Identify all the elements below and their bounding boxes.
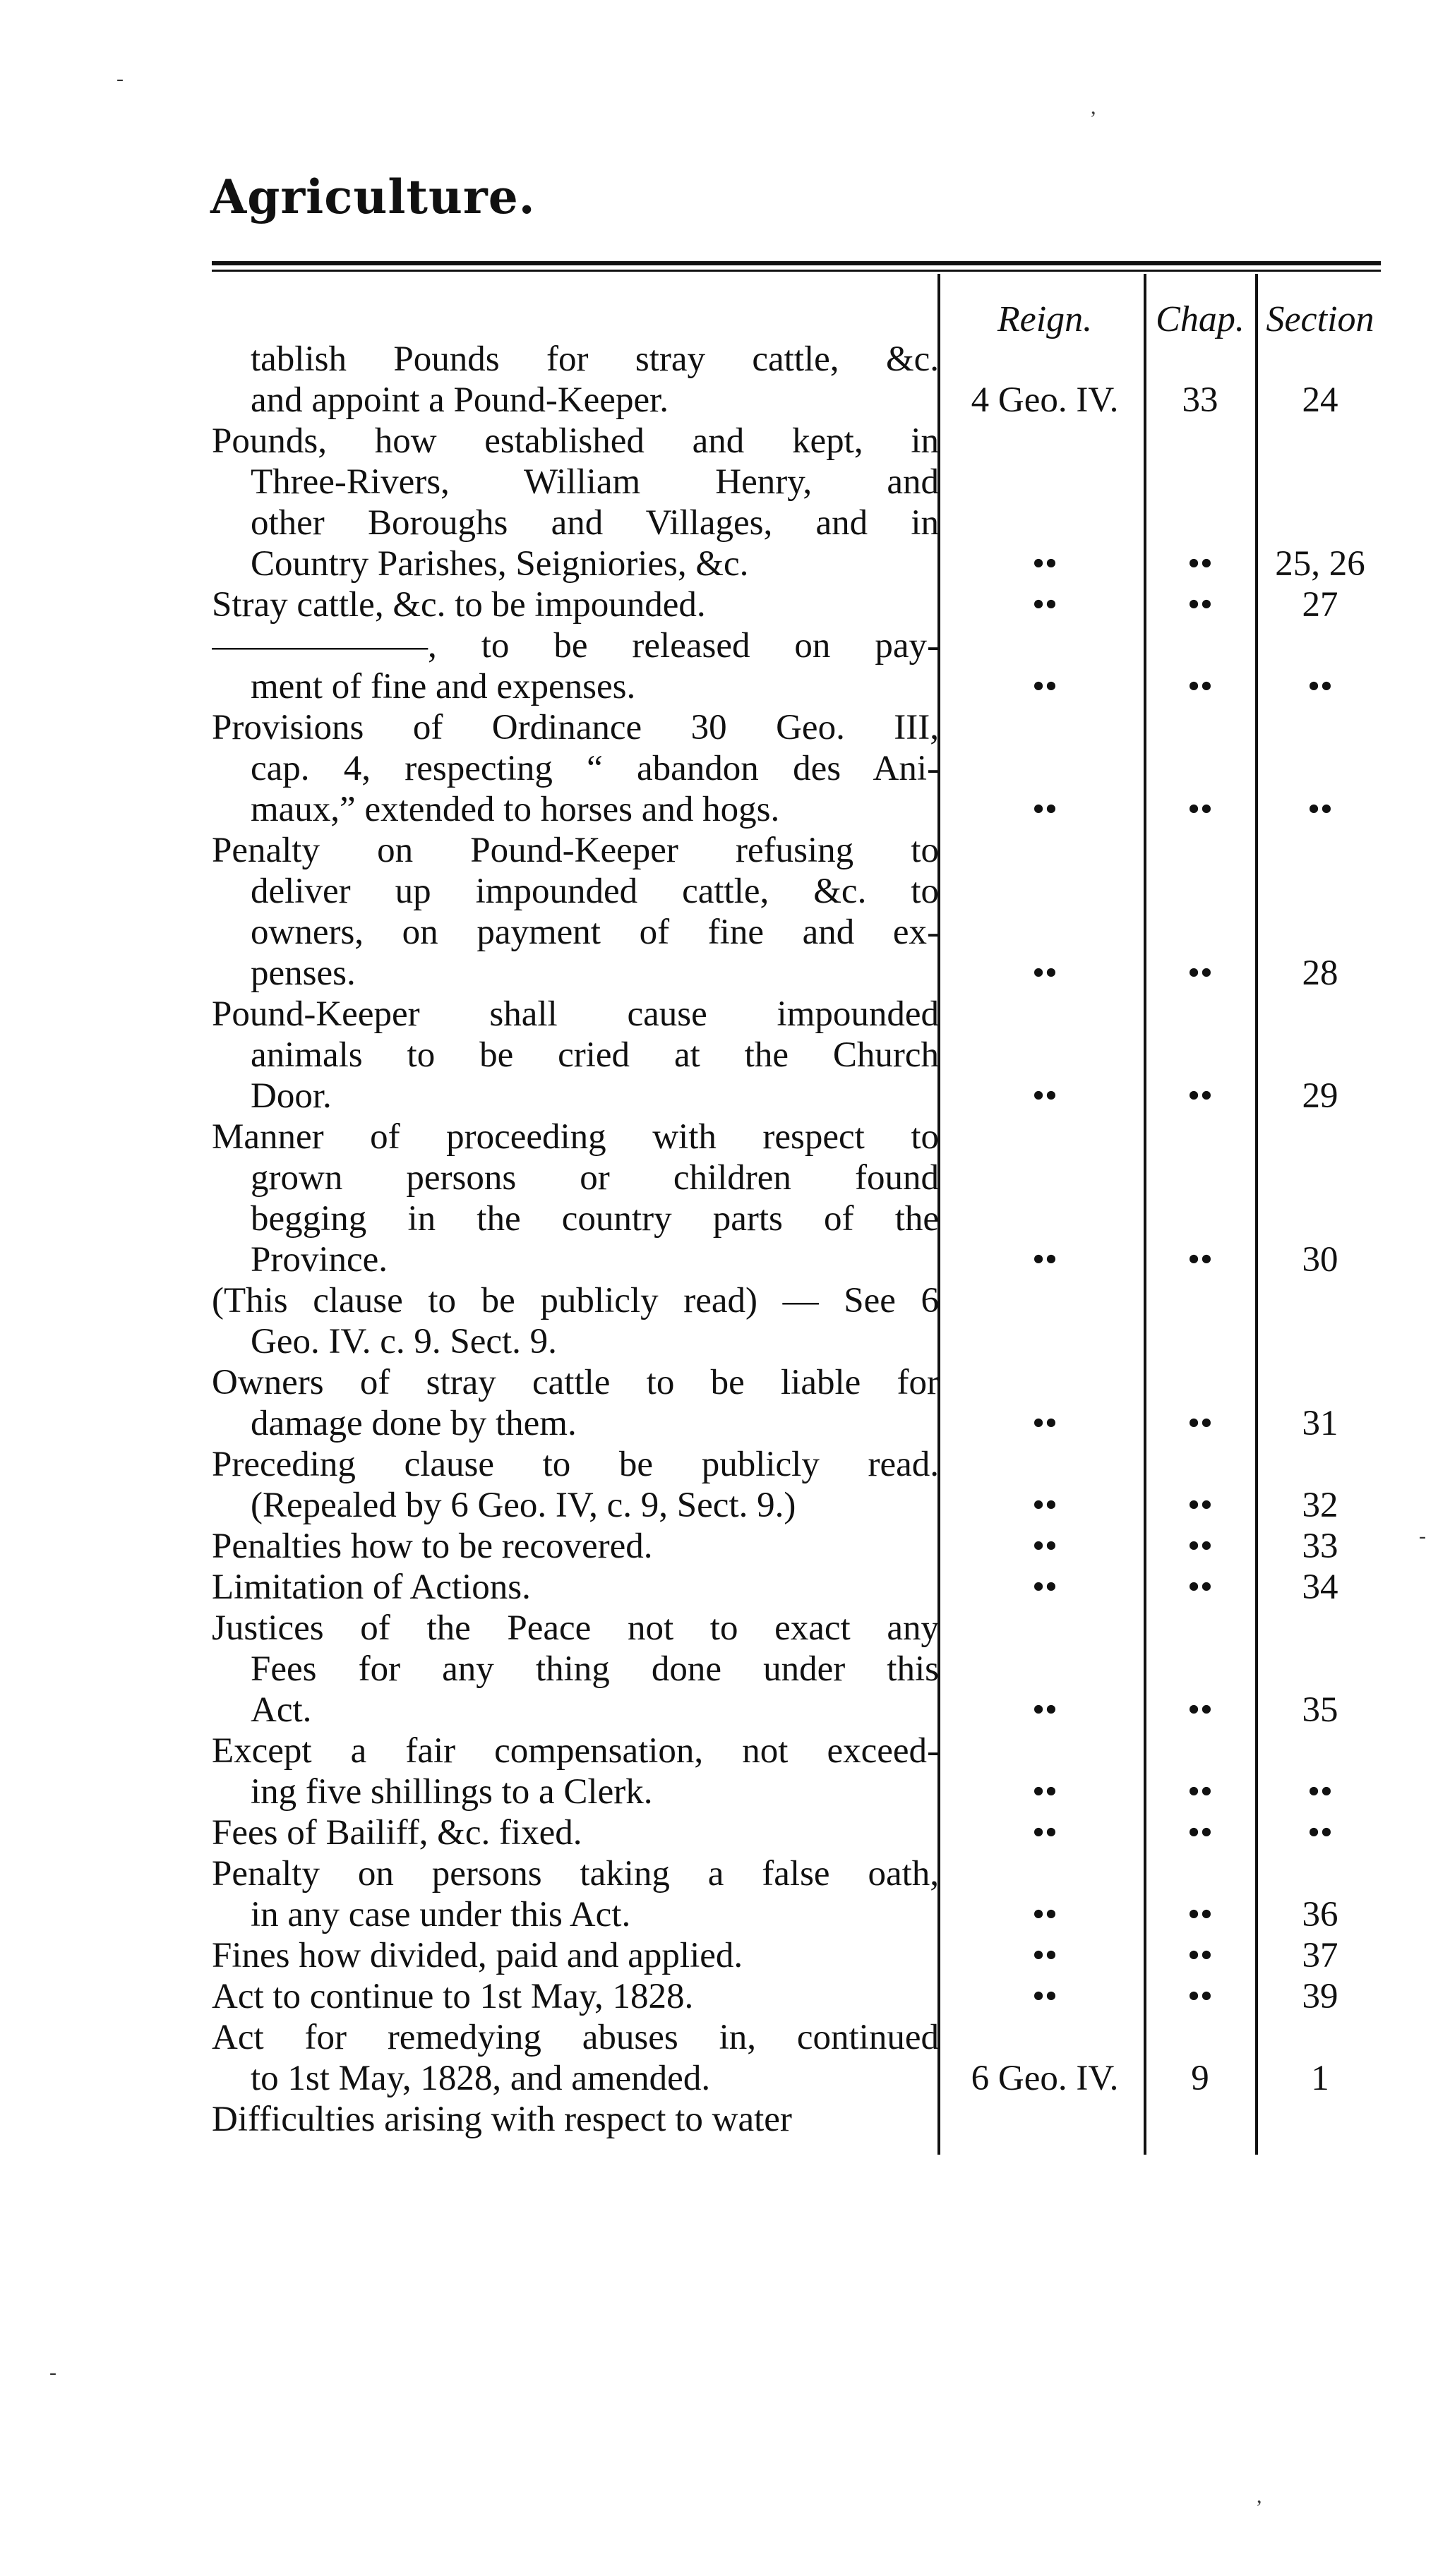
section-cell: 34 bbox=[1302, 1567, 1338, 1607]
entry-text-line: Stray cattle, &c. to be impounded. bbox=[212, 585, 706, 625]
entry-text-line: Justices of the Peace not to exact any bbox=[212, 1608, 939, 1648]
entry-text-line: to 1st May, 1828, and amended. bbox=[251, 2059, 711, 2098]
reign-cell: •• bbox=[1032, 667, 1057, 706]
index-entry bbox=[212, 1444, 939, 1526]
entry-text-line: grown persons or children found bbox=[251, 1158, 939, 1198]
entry-text-line: deliver up impounded cattle, &c. to bbox=[251, 872, 939, 911]
reign-cell: •• bbox=[1032, 1813, 1057, 1853]
reign-cell: •• bbox=[1032, 1936, 1057, 1975]
entry-text-line: other Boroughs and Villages, and in bbox=[251, 503, 939, 543]
entry-text-line: (This clause to be publicly read) — See 6 bbox=[212, 1281, 939, 1320]
entry-text-line: Three-Rivers, William Henry, and bbox=[251, 462, 939, 502]
entry-text-line: damage done by them. bbox=[251, 1404, 577, 1443]
index-entry bbox=[212, 339, 939, 421]
index-entry bbox=[212, 2099, 939, 2140]
chap-cell: •• bbox=[1187, 1895, 1213, 1934]
entry-text-line: Pound-Keeper shall cause impounded bbox=[212, 994, 939, 1034]
reign-cell: •• bbox=[1032, 1240, 1057, 1280]
chap-cell: 33 bbox=[1182, 380, 1218, 420]
reign-cell: •• bbox=[1032, 1527, 1057, 1566]
entry-text-line: ——————, to be released on pay- bbox=[212, 626, 939, 666]
chap-cell: •• bbox=[1187, 1076, 1213, 1116]
entry-text-line: Manner of proceeding with respect to bbox=[212, 1117, 939, 1157]
reign-cell: •• bbox=[1032, 585, 1057, 625]
index-entry bbox=[212, 421, 939, 584]
entry-text-line: tablish Pounds for stray cattle, &c. bbox=[251, 339, 939, 379]
reign-cell: •• bbox=[1032, 1486, 1057, 1525]
chap-cell: •• bbox=[1187, 1813, 1213, 1853]
section-cell: 31 bbox=[1302, 1404, 1338, 1443]
section-cell: 33 bbox=[1302, 1527, 1338, 1566]
index-entry bbox=[212, 1526, 939, 1567]
header-rule-thin bbox=[212, 270, 1381, 272]
reign-cell: •• bbox=[1032, 1977, 1057, 2016]
reign-cell: 4 Geo. IV. bbox=[971, 380, 1119, 420]
page-title: Agriculture. bbox=[210, 169, 536, 224]
entry-text-line: Provisions of Ordinance 30 Geo. III, bbox=[212, 708, 939, 747]
entry-text-line: Province. bbox=[251, 1240, 388, 1280]
header-chap: Chap. bbox=[1156, 299, 1245, 339]
chap-cell: •• bbox=[1187, 1486, 1213, 1525]
entry-text-line: Owners of stray cattle to be liable for bbox=[212, 1363, 939, 1402]
chap-cell: •• bbox=[1187, 1690, 1213, 1730]
entry-text-line: Except a fair compensation, not exceed- bbox=[212, 1731, 939, 1771]
chap-cell: •• bbox=[1187, 1772, 1213, 1812]
section-cell: 39 bbox=[1302, 1977, 1338, 2016]
entry-text-line: Fees for any thing done under this bbox=[251, 1649, 939, 1689]
chap-cell: •• bbox=[1187, 585, 1213, 625]
margin-speck: - bbox=[116, 67, 124, 90]
reign-cell: •• bbox=[1032, 1076, 1057, 1116]
index-entry bbox=[212, 830, 939, 994]
reign-cell: •• bbox=[1032, 1895, 1057, 1934]
entry-text-line: in any case under this Act. bbox=[251, 1895, 631, 1934]
section-cell: 28 bbox=[1302, 953, 1338, 993]
entry-text-line: Penalty on Pound-Keeper refusing to bbox=[212, 831, 939, 870]
chap-cell: •• bbox=[1187, 544, 1213, 584]
column-divider bbox=[1144, 274, 1146, 2155]
entry-text-line: Act to continue to 1st May, 1828. bbox=[212, 1977, 694, 2016]
chap-cell: •• bbox=[1187, 1567, 1213, 1607]
entry-text-line: cap. 4, respecting “ abandon des Ani- bbox=[251, 749, 939, 788]
entry-text-line: ment of fine and expenses. bbox=[251, 667, 636, 706]
reign-cell: •• bbox=[1032, 1690, 1057, 1730]
index-entry bbox=[212, 994, 939, 1117]
entry-text-line: animals to be cried at the Church bbox=[251, 1035, 939, 1075]
reign-cell: •• bbox=[1032, 1772, 1057, 1812]
entry-text-line: owners, on payment of fine and ex- bbox=[251, 913, 939, 952]
header-reign: Reign. bbox=[997, 299, 1093, 339]
section-cell: 32 bbox=[1302, 1486, 1338, 1525]
entry-text-line: Fees of Bailiff, &c. fixed. bbox=[212, 1813, 582, 1853]
entry-text-line: Limitation of Actions. bbox=[212, 1567, 531, 1607]
margin-speck: - bbox=[49, 2361, 56, 2384]
section-cell: 1 bbox=[1311, 2059, 1329, 2098]
section-cell: 29 bbox=[1302, 1076, 1338, 1116]
chap-cell: 9 bbox=[1191, 2059, 1209, 2098]
section-cell: 27 bbox=[1302, 585, 1338, 625]
section-cell: 37 bbox=[1302, 1936, 1338, 1975]
section-cell: •• bbox=[1307, 1813, 1333, 1853]
entry-text-line: Geo. IV. c. 9. Sect. 9. bbox=[251, 1322, 557, 1361]
index-entry bbox=[212, 1731, 939, 1812]
section-cell: 25, 26 bbox=[1275, 544, 1365, 584]
entry-text-line: Penalties how to be recovered. bbox=[212, 1527, 653, 1566]
index-entry bbox=[212, 1853, 939, 1935]
entry-text-line: penses. bbox=[251, 953, 356, 993]
margin-speck: , bbox=[1257, 2484, 1262, 2508]
header-rule bbox=[212, 261, 1381, 265]
header-section: Section bbox=[1266, 299, 1374, 339]
index-entry bbox=[212, 1362, 939, 1444]
section-cell: 24 bbox=[1302, 380, 1338, 420]
index-entry bbox=[212, 707, 939, 830]
section-cell: 36 bbox=[1302, 1895, 1338, 1934]
reign-cell: •• bbox=[1032, 790, 1057, 829]
entry-text-line: Pounds, how established and kept, in bbox=[212, 421, 939, 461]
index-entry bbox=[212, 625, 939, 707]
chap-cell: •• bbox=[1187, 1977, 1213, 2016]
reign-cell: •• bbox=[1032, 544, 1057, 584]
index-entry bbox=[212, 1280, 939, 1362]
index-entry bbox=[212, 1812, 939, 1853]
chap-cell: •• bbox=[1187, 1936, 1213, 1975]
index-entry bbox=[212, 1935, 939, 1976]
entry-text-line: (Repealed by 6 Geo. IV, c. 9, Sect. 9.) bbox=[251, 1486, 796, 1525]
entry-text-line: Fines how divided, paid and applied. bbox=[212, 1936, 743, 1975]
column-divider bbox=[1255, 274, 1258, 2155]
reign-cell: •• bbox=[1032, 1567, 1057, 1607]
chap-cell: •• bbox=[1187, 1240, 1213, 1280]
entry-text-line: Penalty on persons taking a false oath, bbox=[212, 1854, 939, 1894]
margin-speck: , bbox=[1091, 95, 1096, 119]
section-cell: 30 bbox=[1302, 1240, 1338, 1280]
index-entry bbox=[212, 1608, 939, 1731]
section-cell: 35 bbox=[1302, 1690, 1338, 1730]
entry-text-line: Difficulties arising with respect to water bbox=[212, 2100, 792, 2139]
entry-text-line: ing five shillings to a Clerk. bbox=[251, 1772, 653, 1812]
index-entry bbox=[212, 1567, 939, 1608]
reign-cell: 6 Geo. IV. bbox=[971, 2059, 1119, 2098]
section-cell: •• bbox=[1307, 667, 1333, 706]
reign-cell: •• bbox=[1032, 1404, 1057, 1443]
index-entry bbox=[212, 584, 939, 625]
chap-cell: •• bbox=[1187, 953, 1213, 993]
entry-text-line: Preceding clause to be publicly read. bbox=[212, 1445, 939, 1484]
chap-cell: •• bbox=[1187, 667, 1213, 706]
section-cell: •• bbox=[1307, 790, 1333, 829]
entry-text-line: Country Parishes, Seigniories, &c. bbox=[251, 544, 749, 584]
entry-text-line: Act. bbox=[251, 1690, 312, 1730]
entry-text-line: Door. bbox=[251, 1076, 332, 1116]
index-entry bbox=[212, 1117, 939, 1280]
reign-cell: •• bbox=[1032, 953, 1057, 993]
entry-text-line: and appoint a Pound-Keeper. bbox=[251, 380, 669, 420]
chap-cell: •• bbox=[1187, 1527, 1213, 1566]
index-entry bbox=[212, 1976, 939, 2017]
entry-text-line: begging in the country parts of the bbox=[251, 1199, 939, 1239]
section-cell: •• bbox=[1307, 1772, 1333, 1812]
chap-cell: •• bbox=[1187, 1404, 1213, 1443]
entry-text-line: Act for remedying abuses in, continued bbox=[212, 2018, 939, 2057]
margin-speck: - bbox=[1419, 1524, 1426, 1548]
entry-text-line: maux,” extended to horses and hogs. bbox=[251, 790, 780, 829]
index-entry bbox=[212, 2017, 939, 2099]
chap-cell: •• bbox=[1187, 790, 1213, 829]
